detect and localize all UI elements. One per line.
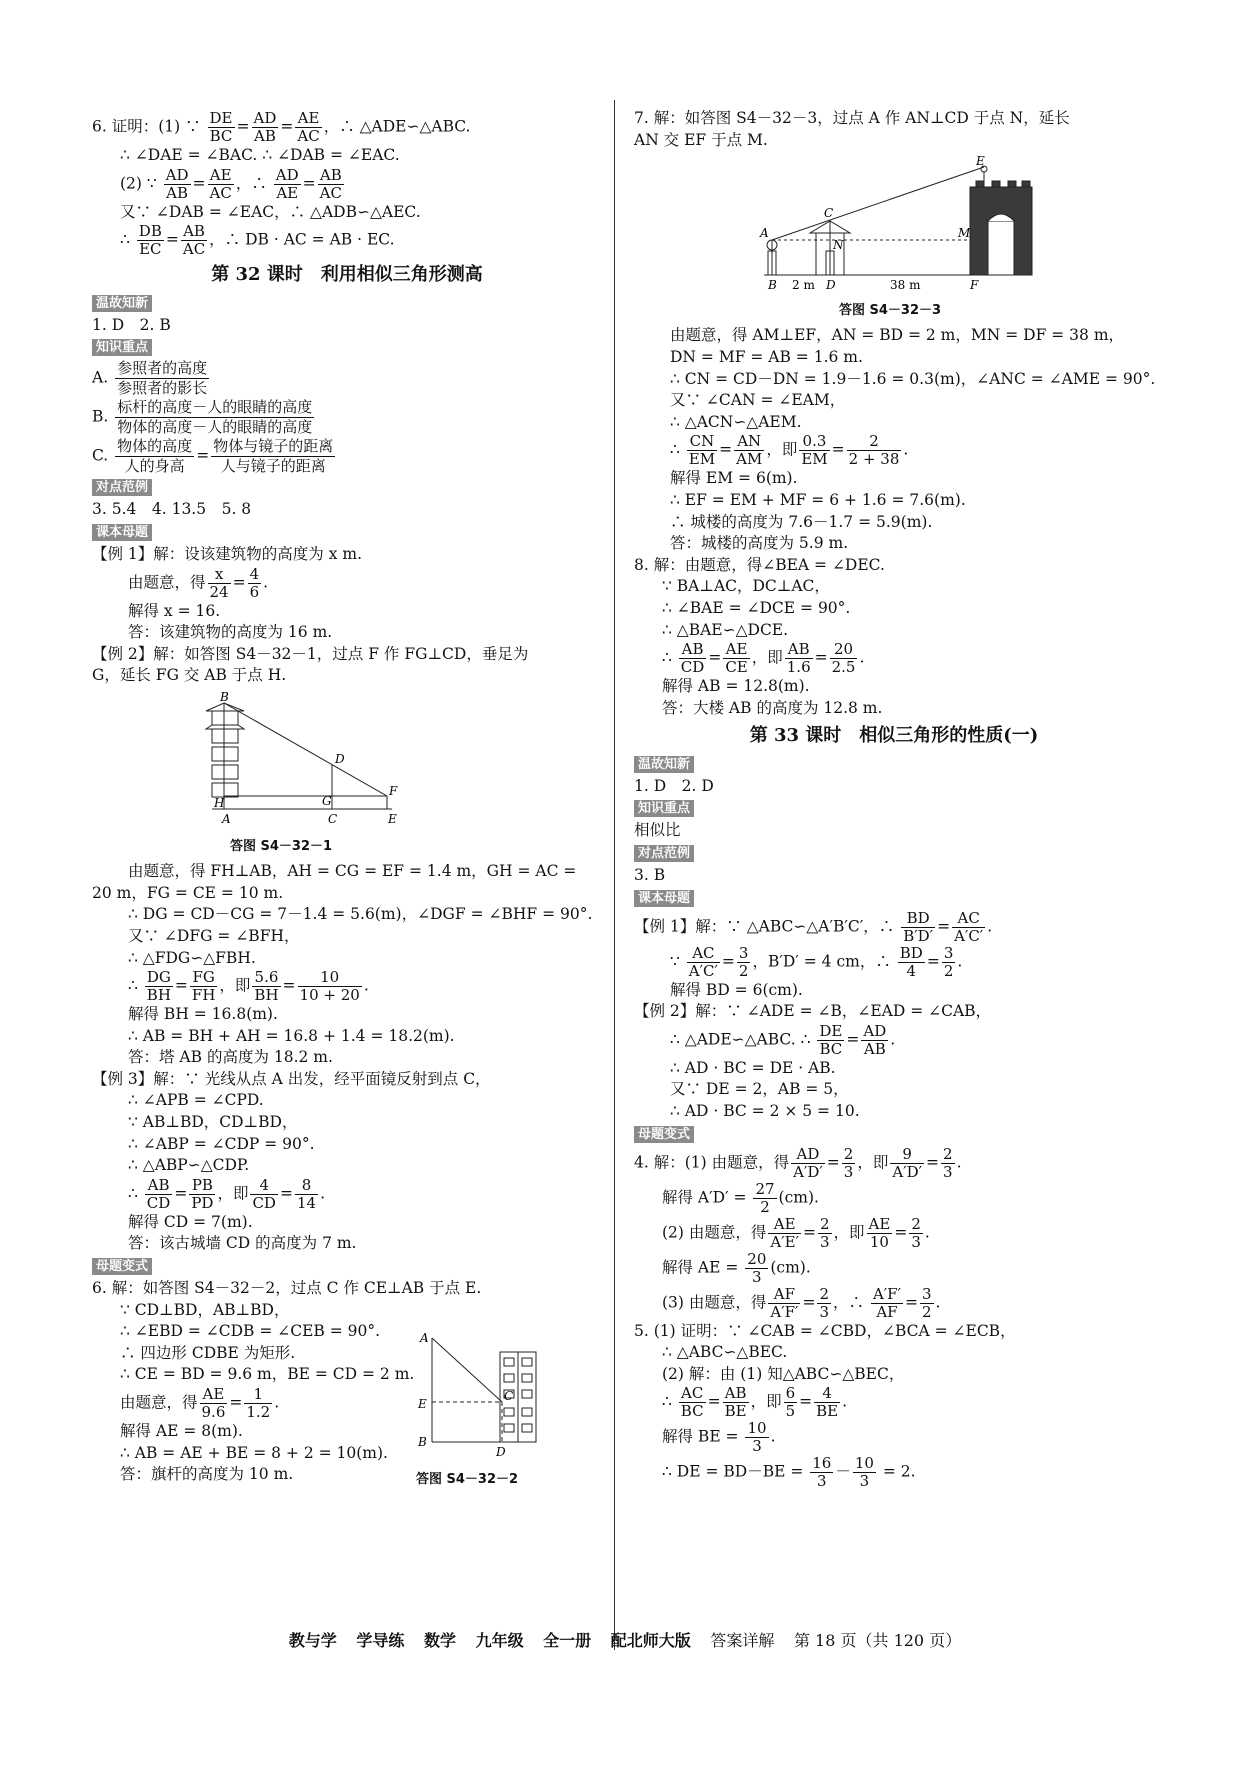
fraction: $\frac{10}{10 + 20}$: [299, 968, 360, 1005]
fraction: $\frac{AB}{BE}$: [724, 1384, 747, 1421]
ex3-line2: ∴ ∠APB = ∠CPD.: [128, 1091, 264, 1110]
fraction: $\frac{AE}{10}$: [868, 1214, 891, 1251]
fraction: $\frac{2}{3}$: [911, 1214, 921, 1251]
fraction: $\frac{3}{2}$: [922, 1284, 932, 1321]
r-ex2-line4: 又∵ DE = 2，AB = 5，: [670, 1080, 849, 1099]
label-C: C: [824, 206, 834, 221]
q8-line2: ∵ BA⊥AC，DC⊥AC，: [662, 577, 830, 596]
q4-line3: (2) 由题意，得 $\frac{AE}{A'E'}$ = $\frac{2}{3}$ ，即 $\frac{AE}{10}$ = $\frac{2}{3}$ .: [662, 1214, 930, 1251]
fraction: $\frac{AB}{CD}$: [146, 1175, 171, 1212]
fraction: $\frac{20}{3}$: [747, 1249, 767, 1286]
ex2-line6: 又∵ ∠DFG = ∠BFH，: [128, 926, 300, 945]
figure-caption: 答图 S4－32－1: [230, 838, 333, 854]
right-column: [634, 108, 1154, 1490]
fraction: $\frac{DE}{BC}$: [209, 109, 233, 145]
fraction: $\frac{\text{物体的高度}}{\text{人的身高}}$: [117, 437, 193, 476]
fraction: $\frac{10}{3}$: [747, 1419, 767, 1456]
footer-section: 答案详解: [710, 1631, 775, 1650]
q6b-line5: ∴ CE = BD = 9.6 m，BE = CD = 2 m.: [120, 1365, 415, 1384]
section-tag-practice: 对点范例: [92, 479, 152, 496]
pagoda-diagram: [202, 691, 402, 829]
q6b-line7: 解得 AE = 8(m).: [120, 1422, 243, 1440]
fraction: $\frac{10}{3}$: [854, 1454, 874, 1491]
fraction: $\frac{DE}{BC}$: [819, 1021, 843, 1058]
fraction: $\frac{AD}{AB}$: [165, 165, 189, 202]
q7-line2: AN 交 EF 于点 M.: [634, 130, 768, 149]
q6b-line2: ∵ CD⊥BD，AB⊥BD，: [120, 1300, 290, 1319]
q4-line5: (3) 由题意，得 $\frac{AF}{A'F'}$ = $\frac{2}{3}$ ，∴ $\frac{A'F'}{AF}$ = $\frac{3}{2}$ .: [662, 1284, 941, 1321]
footer-edition: 配北师大版: [610, 1631, 691, 1650]
key-a: A. $\frac{\text{参照者的高度}}{\text{参照者的影长}}$: [92, 359, 208, 398]
section-tag-book: 课本母题: [92, 524, 152, 541]
ex1-line1: 【例 1】解：设该建筑物的高度为 x m.: [92, 544, 363, 563]
q8-line3: ∴ ∠BAE = ∠DCE = 90°.: [662, 598, 851, 617]
review-answers: 1. D 2. B: [92, 315, 171, 334]
label-F: F: [970, 278, 979, 293]
fraction: $\frac{PB}{PD}$: [191, 1175, 214, 1212]
page-number: 第 18 页（共 120 页）: [793, 1631, 962, 1650]
r-ex1-line3: 解得 BD = 6(cm).: [670, 980, 803, 999]
fraction: $\frac{AD}{AB}$: [253, 109, 277, 145]
ex2-line7: ∴ △FDG∽△FBH.: [128, 948, 256, 967]
q5-line1: 5. (1) 证明：∵ ∠CAB = ∠CBD，∠BCA = ∠ECB，: [634, 1321, 1016, 1340]
fraction: $\frac{AD}{AE}$: [275, 165, 299, 202]
label-A: A: [222, 811, 231, 826]
fraction: $\frac{BD}{B'D'}$: [903, 908, 934, 945]
fraction: $\frac{3}{2}$: [738, 943, 749, 980]
fraction: $\frac{2}{3}$: [819, 1284, 829, 1321]
fraction: $\frac{AB}{CD}$: [680, 640, 705, 677]
q7-line9: 解得 EM = 6(m).: [670, 469, 798, 488]
column-divider: [614, 100, 615, 1650]
q6b-line9: 答：旗杆的高度为 10 m.: [120, 1465, 294, 1484]
ex2-line11: 答：塔 AB 的高度为 18.2 m.: [128, 1048, 333, 1067]
fraction: $\frac{9}{A'D'}$: [892, 1144, 923, 1181]
ex1-line4: 答：该建筑物的高度为 16 m.: [128, 623, 333, 642]
q6b-line3: ∴ ∠EBD = ∠CDB = ∠CEB = 90°.: [120, 1322, 381, 1341]
ex2-line10: ∴ AB = BH + AH = 16.8 + 1.4 = 18.2(m).: [128, 1026, 455, 1045]
q8-line1: 8. 解：由题意，得∠BEA = ∠DEC.: [634, 555, 885, 574]
section-tag-key: 知识重点: [92, 339, 152, 356]
q7-line5: ∴ CN = CD－DN = 1.9－1.6 = 0.3(m)，∠ANC = ∠AME = 90°.: [670, 369, 1156, 388]
ex2-line4: 20 m，FG = CE = 10 m.: [92, 883, 284, 902]
fraction: $\frac{4}{CD}$: [252, 1175, 276, 1212]
footer-volume: 全一册: [543, 1631, 592, 1650]
section-tag-book: 课本母题: [634, 890, 694, 907]
label-N: N: [833, 238, 844, 253]
fraction: $\frac{4}{BE}$: [816, 1384, 839, 1421]
q4-line2: 解得 A′D′ = $\frac{27}{2}$ (cm).: [662, 1179, 819, 1216]
figure-caption: 答图 S4－32－2: [416, 1471, 519, 1487]
ex3-line1: 【例 3】解：∵ 光线从点 A 出发，经平面镜反射到点 C，: [92, 1069, 491, 1088]
section-tag-review: 温故知新: [634, 756, 694, 773]
figure-s4-32-3: [634, 155, 1154, 321]
r-ex1-line1: 【例 1】解：∵ △ABC∽△A′B′C′，∴ $\frac{BD}{B'D'}$ = $\frac{AC}{A'C'}$ .: [634, 908, 993, 945]
r-ex2-line1: 【例 2】解：∵ ∠ADE = ∠B，∠EAD = ∠CAB，: [634, 1002, 992, 1021]
label-A: A: [760, 226, 769, 241]
fraction: $\frac{2}{3}$: [843, 1144, 854, 1181]
ex3-line7: 解得 CD = 7(m).: [128, 1212, 253, 1231]
q8-line6: 解得 AB = 12.8(m).: [662, 677, 810, 696]
fraction: $\frac{\text{标杆的高度－人的眼睛的高度}}{\text{物体的高度－人的眼睛的高度}}$: [117, 398, 313, 437]
q7-line4: DN = MF = AB = 1.6 m.: [670, 347, 863, 366]
fraction: $\frac{AE}{A'E'}$: [770, 1214, 799, 1251]
r-ex2-line5: ∴ AD · BC = 2 × 5 = 10.: [670, 1102, 860, 1121]
fraction: $\frac{5.6}{BH}$: [254, 968, 279, 1005]
city-tower-diagram: [744, 155, 1044, 293]
fraction: $\frac{AB}{1.6}$: [786, 640, 811, 677]
lesson-32-title: 第 32 课时 利用相似三角形测高: [211, 264, 483, 286]
q7-line11: ∴ 城楼的高度为 7.6－1.7 = 5.9(m).: [670, 512, 933, 531]
fraction: $\frac{20}{2.5}$: [831, 640, 856, 677]
fraction: $\frac{1}{1.2}$: [246, 1385, 271, 1421]
fraction: $\frac{FG}{FH}$: [191, 968, 216, 1005]
fraction: $\frac{CN}{EM}$: [688, 432, 716, 469]
label-E: E: [976, 155, 985, 169]
q6b-line8: ∴ AB = AE + BE = 8 + 2 = 10(m).: [120, 1443, 388, 1462]
r-ex1-line2: ∵ $\frac{AC}{A'C'}$ = $\frac{3}{2}$ ，B′D′ = 4 cm，∴ $\frac{BD}{4}$ = $\frac{3}{2}$ .: [670, 943, 963, 980]
key-points: [92, 359, 602, 476]
review-answers: 1. D 2. D: [634, 776, 714, 795]
practice-answers: 3. 5.4 4. 13.5 5. 8: [92, 500, 252, 519]
q6-line1: 6. 证明：(1) ∵ $\frac{DE}{BC}$ = $\frac{AD}{AB}$ = $\frac{AE}{AC}$ ，∴ △ADE∽△ABC.: [92, 109, 471, 145]
section-tag-variant: 母题变式: [92, 1258, 152, 1275]
q5-line5: 解得 BE = $\frac{10}{3}$ .: [662, 1419, 776, 1456]
fraction: $\frac{2}{3}$: [819, 1214, 830, 1251]
fraction: $\frac{6}{5}$: [785, 1384, 796, 1421]
fraction: $\frac{8}{14}$: [296, 1175, 317, 1212]
ex3-line3: ∵ AB⊥BD，CD⊥BD，: [128, 1113, 298, 1132]
label-C: C: [328, 811, 338, 826]
q7-line1: 7. 解：如答图 S4－32－3，过点 A 作 AN⊥CD 于点 N，延长: [634, 109, 1070, 127]
fraction: $\frac{AC}{BC}$: [680, 1384, 704, 1421]
ex3-line5: ∴ △ABP∽△CDP.: [128, 1156, 250, 1175]
q8-line5: ∴ $\frac{AB}{CD}$ = $\frac{AE}{CE}$ ，即 $\frac{AB}{1.6}$ = $\frac{20}{2.5}$ .: [662, 640, 865, 677]
q6b-line4: ∴ 四边形 CDBE 为矩形.: [120, 1343, 296, 1362]
fraction: $\frac{AB}{AC}$: [182, 222, 206, 259]
ex2-line2: G，延长 FG 交 AB 于点 H.: [92, 666, 287, 685]
key-answer: 相似比: [634, 821, 681, 840]
q6b-block: [92, 1278, 602, 1486]
section-tag-variant: 母题变式: [634, 1126, 694, 1143]
footer-grade: 九年级: [475, 1631, 524, 1650]
ex3-line8: 答：该古城墙 CD 的高度为 7 m.: [128, 1234, 357, 1253]
page-footer: [0, 1628, 1250, 1651]
label-E: E: [418, 1397, 427, 1412]
fraction: $\frac{DB}{EC}$: [138, 222, 162, 259]
label-2m: 2 m: [792, 278, 815, 293]
r-ex2-line3: ∴ AD · BC = DE · AB.: [670, 1058, 836, 1077]
q6b-line6: 由题意，得 $\frac{AE}{9.6}$ = $\frac{1}{1.2}$ .: [120, 1385, 280, 1421]
q5-line2: ∴ △ABC∽△BEC.: [662, 1343, 788, 1362]
ex3-line4: ∴ ∠ABP = ∠CDP = 90°.: [128, 1134, 315, 1153]
fraction: $\frac{16}{3}$: [812, 1454, 832, 1491]
fraction: $\frac{AC}{A'C'}$: [954, 908, 984, 945]
label-A: A: [420, 1332, 429, 1346]
label-F: F: [389, 783, 398, 798]
q7-line8: ∴ $\frac{CN}{EM}$ = $\frac{AN}{AM}$ ，即 $\frac{0.3}{EM}$ = $\frac{2}{2 + 38}$ .: [670, 432, 909, 469]
fraction: $\frac{AE}{AC}$: [297, 109, 320, 145]
section-tag-practice: 对点范例: [634, 845, 694, 862]
label-B: B: [768, 278, 777, 293]
fraction: $\frac{27}{2}$: [755, 1179, 775, 1216]
q4-line4: 解得 AE = $\frac{20}{3}$ (cm).: [662, 1249, 811, 1286]
fraction: $\frac{2}{3}$: [943, 1144, 953, 1181]
q7-line6: 又∵ ∠CAN = ∠EAM，: [670, 391, 846, 410]
ex2-line1: 【例 2】解：如答图 S4－32－1，过点 F 作 FG⊥CD，垂足为: [92, 644, 529, 663]
label-E: E: [388, 811, 397, 826]
ex1-line3: 解得 x = 16.: [128, 601, 221, 620]
ex2-line3: 由题意，得 FH⊥AB，AH = CG = EF = 1.4 m，GH = AC =: [128, 862, 577, 881]
flagpole-diagram: [412, 1332, 562, 1462]
q6-line5: ∴ $\frac{DB}{EC}$ = $\frac{AB}{AC}$ ，∴ DB · AC = AB · EC.: [120, 222, 395, 259]
fraction: $\frac{AD}{AB}$: [863, 1021, 887, 1058]
fraction: $\frac{AF}{A'F'}$: [770, 1284, 799, 1321]
fraction: $\frac{x}{24}$: [209, 564, 229, 601]
ex2-line8: ∴ $\frac{DG}{BH}$ = $\frac{FG}{FH}$ ，即 $\frac{5.6}{BH}$ = $\frac{10}{10 + 20}$ .: [128, 968, 369, 1005]
fraction: $\frac{AN}{AM}$: [736, 432, 763, 469]
fraction: $\frac{0.3}{EM}$: [801, 432, 828, 469]
label-D: D: [496, 1445, 506, 1460]
left-column: [92, 108, 602, 1486]
label-H: H: [214, 795, 225, 810]
label-D: D: [335, 751, 345, 766]
figure-s4-32-2: [412, 1332, 562, 1490]
label-G: G: [322, 793, 332, 808]
key-c: C. $\frac{\text{物体的高度}}{\text{人的身高}}$ = $\frac{\text{物体与镜子的距离}}{\text{人与镜子的距离}}$: [92, 437, 334, 476]
figure-s4-32-1: [92, 691, 602, 857]
label-B: B: [418, 1435, 427, 1450]
key-b: B. $\frac{\text{标杆的高度－人的眼睛的高度}}{\text{物体的高度－人的眼睛的高度}}$: [92, 398, 313, 437]
ex3-line6: ∴ $\frac{AB}{CD}$ = $\frac{PB}{PD}$ ，即 $\frac{4}{CD}$ = $\frac{8}{14}$ .: [128, 1175, 325, 1212]
fraction: $\frac{3}{2}$: [943, 943, 954, 980]
q7-line12: 答：城楼的高度为 5.9 m.: [670, 534, 849, 553]
figure-caption: 答图 S4－32－3: [839, 302, 942, 318]
q6-line3: (2) ∵ $\frac{AD}{AB}$ = $\frac{AE}{AC}$ ，∴ $\frac{AD}{AE}$ = $\frac{AB}{AC}$: [120, 165, 342, 202]
q6-line2: ∴ ∠DAE = ∠BAC. ∴ ∠DAB = ∠EAC.: [120, 146, 400, 164]
fraction: $\frac{AB}{AC}$: [319, 165, 342, 202]
label-C: C: [504, 1389, 514, 1404]
q4-line1: 4. 解：(1) 由题意，得 $\frac{AD}{A'D'}$ = $\frac{2}{3}$ ，即 $\frac{9}{A'D'}$ = $\frac{2}{3}$ .: [634, 1144, 962, 1181]
fraction: $\frac{BD}{4}$: [899, 943, 923, 980]
q6b-line1: 6. 解：如答图 S4－32－2，过点 C 作 CE⊥AB 于点 E.: [92, 1279, 482, 1298]
q5-line3: (2) 解：由 (1) 知△ABC∽△BEC，: [662, 1364, 905, 1383]
ex2-line5: ∴ DG = CD－CG = 7－1.4 = 5.6(m)，∠DGF = ∠BHF = 90°.: [128, 905, 593, 924]
section-tag-review: 温故知新: [92, 295, 152, 312]
fraction: $\frac{2}{2 + 38}$: [848, 432, 900, 469]
q5-line4: ∴ $\frac{AC}{BC}$ = $\frac{AB}{BE}$ ，即 $\frac{6}{5}$ = $\frac{4}{BE}$ .: [662, 1384, 848, 1421]
label-B: B: [220, 690, 229, 704]
q5-line6: ∴ DE = BD－BE = $\frac{16}{3}$ － $\frac{10}{3}$ = 2.: [662, 1454, 916, 1491]
label-38m: 38 m: [890, 278, 921, 293]
lesson-33-title: 第 33 课时 相似三角形的性质(一): [749, 725, 1039, 747]
fraction: $\frac{\text{物体与镜子的距离}}{\text{人与镜子的距离}}$: [213, 437, 334, 476]
section-tag-key: 知识重点: [634, 800, 694, 817]
fraction: $\frac{A'F'}{AF}$: [872, 1284, 901, 1321]
footer-subseries: 学导练: [356, 1631, 405, 1650]
q8-line4: ∴ △BAE∽△DCE.: [662, 620, 789, 639]
fraction: $\frac{DG}{BH}$: [146, 968, 171, 1005]
fraction: $\frac{AE}{CE}$: [725, 640, 748, 677]
fraction: $\frac{AC}{A'C'}$: [688, 943, 718, 980]
footer-series: 教与学: [288, 1631, 337, 1650]
r-ex2-line2: ∴ △ADE∽△ABC. ∴ $\frac{DE}{BC}$ = $\frac{AD}{AB}$ .: [670, 1021, 896, 1058]
label-M: M: [958, 226, 971, 241]
fraction: $\frac{4}{6}$: [249, 564, 260, 601]
fraction: $\frac{AE}{AC}$: [209, 165, 232, 202]
q7-line10: ∴ EF = EM + MF = 6 + 1.6 = 7.6(m).: [670, 490, 966, 509]
q8-line7: 答：大楼 AB 的高度为 12.8 m.: [662, 698, 883, 717]
fraction: $\frac{AD}{A'D'}$: [793, 1144, 823, 1181]
q6-line4: 又∵ ∠DAB = ∠EAC，∴ △ADB∽△AEC.: [120, 202, 421, 221]
fraction: $\frac{AE}{9.6}$: [201, 1385, 226, 1421]
label-D: D: [826, 278, 836, 293]
ex2-line9: 解得 BH = 16.8(m).: [128, 1005, 278, 1024]
footer-subject: 数学: [423, 1631, 456, 1650]
fraction: $\frac{\text{参照者的高度}}{\text{参照者的影长}}$: [117, 359, 208, 398]
q7-line7: ∴ △ACN∽△AEM.: [670, 412, 802, 431]
ex1-line2: 由题意，得 $\frac{x}{24}$ = $\frac{4}{6}$ .: [128, 564, 269, 601]
q7-line3: 由题意，得 AM⊥EF，AN = BD = 2 m，MN = DF = 38 m，: [670, 326, 1125, 345]
practice-answers: 3. B: [634, 866, 666, 885]
